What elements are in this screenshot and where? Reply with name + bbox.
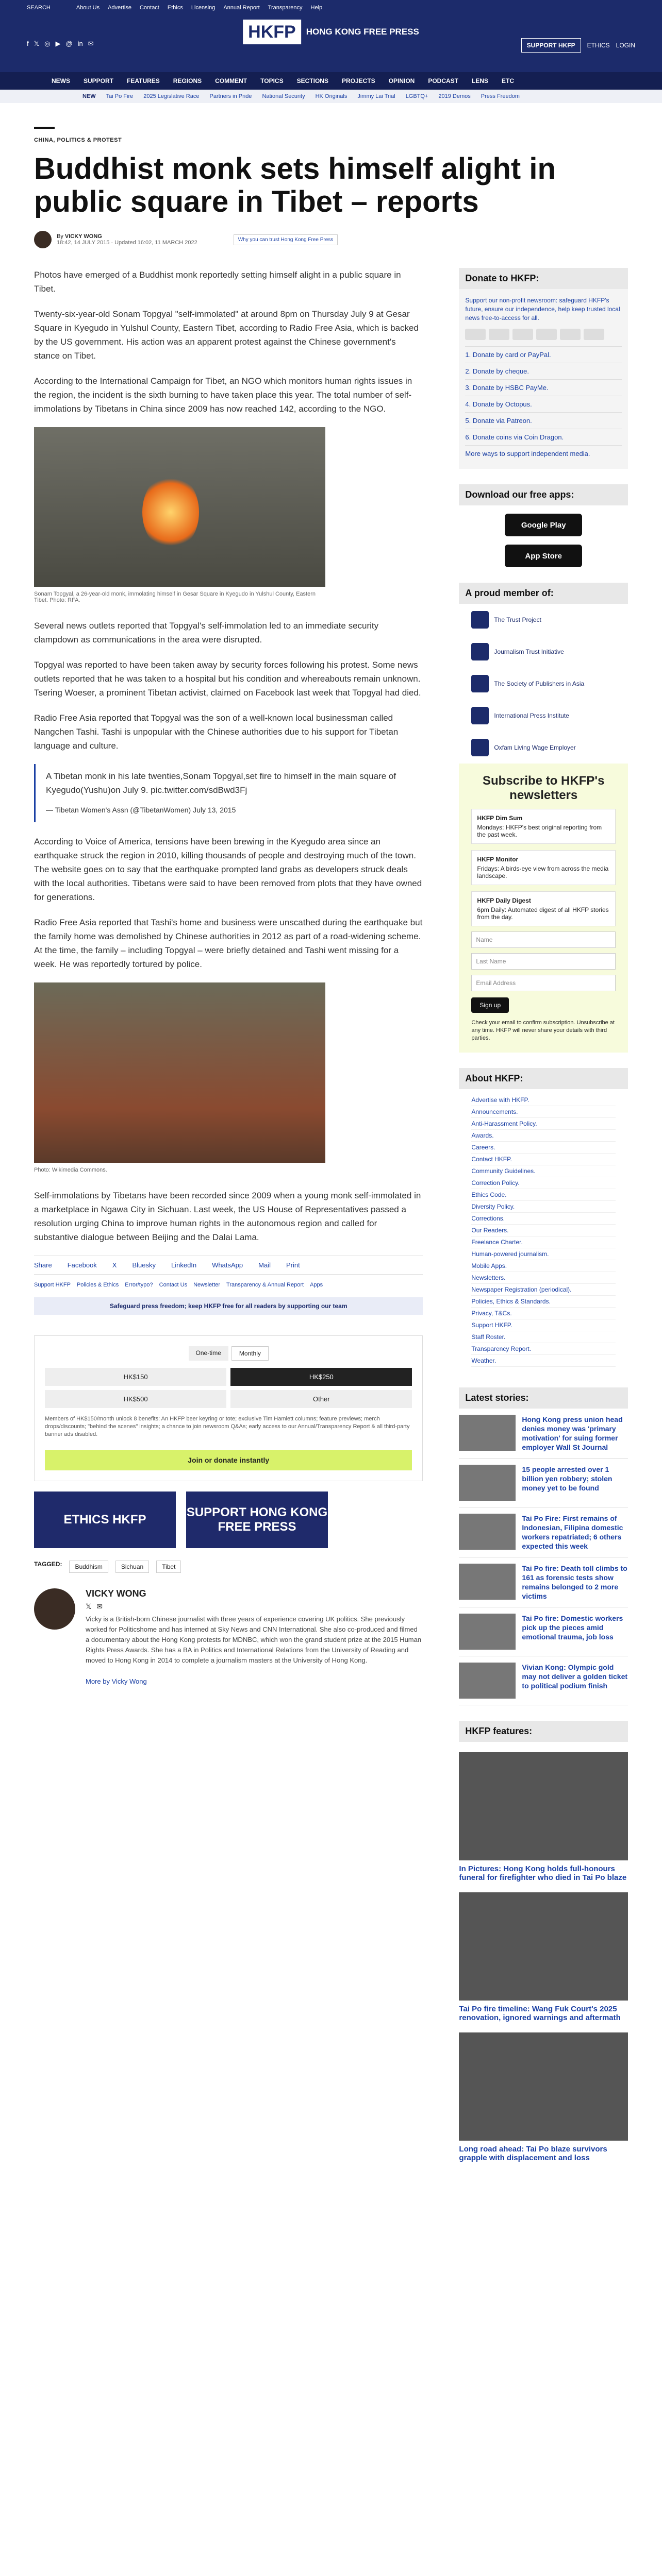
nav-item[interactable]: PODCAST (428, 77, 458, 84)
mastercard-icon (465, 329, 486, 340)
article-photo-fire (34, 427, 325, 587)
footer-links (34, 1282, 423, 1288)
author-avatar[interactable] (34, 231, 52, 248)
newsletter-title: Subscribe to HKFP's newsletters (483, 774, 605, 802)
ticker-item[interactable]: Partners in Pride (209, 93, 252, 99)
member-mark (471, 707, 489, 724)
ticker-item[interactable]: HK Originals (315, 93, 347, 99)
ticker-item[interactable]: 2019 Demos (438, 93, 471, 99)
sidebar (459, 268, 628, 2162)
trust-link[interactable]: Why you can trust Hong Kong Free Press (234, 234, 338, 245)
social-icons (27, 40, 94, 48)
member-logo[interactable] (459, 668, 628, 700)
donate-text[interactable]: Support our non-profit newsroom: safeguard HKFP's future, ensure our independence, help keep trusted local news free-to-access for all. (465, 297, 620, 321)
article-photo-monks (34, 982, 325, 1163)
donate-method[interactable]: 2. Donate by cheque. (465, 363, 622, 379)
article-kicker[interactable]: CHINA, POLITICS & PROTEST (34, 137, 122, 143)
about-heading: About HKFP: (459, 1068, 628, 1089)
facebook-icon[interactable]: f (27, 40, 29, 47)
member-mark (471, 643, 489, 660)
latest-story[interactable] (459, 1557, 628, 1607)
member-logo[interactable] (459, 732, 628, 764)
nav-item[interactable]: SUPPORT (84, 77, 114, 84)
linkedin-icon[interactable]: in (77, 40, 83, 47)
donation-widget (34, 1335, 423, 1481)
story-title: Hong Kong press union head denies money was 'primary motivation' for suing former employer Wall St Journal (522, 1415, 623, 1451)
paragraph: Several news outlets reported that Topgyal's self-immolation led to an immediate security clampdown as communications in the area were disrupted. (34, 621, 379, 645)
paragraph: Photos have emerged of a Buddhist monk reportedly setting himself alight in a public square in Tibet. (34, 270, 401, 294)
latest-story[interactable] (459, 1656, 628, 1705)
latest-story[interactable] (459, 1507, 628, 1557)
nav-item[interactable]: NEWS (52, 77, 70, 84)
about-list (459, 1089, 628, 1372)
about-link[interactable]: Corrections. (471, 1213, 616, 1225)
paragraph: Radio Free Asia reported that Tashi's home and business were unscathed during the earthquake but the family home was demolished by Chinese authorities in 2012 as part of a road-widening scheme. At the time, the family – including Topgyal – were briefly detained and Tashi went missing for a week. He was reportedly tortured by police. (34, 918, 423, 969)
about-link[interactable]: Staff Roster. (471, 1331, 616, 1343)
ticker-item[interactable]: LGBTQ+ (405, 93, 428, 99)
member-logo[interactable] (459, 604, 628, 636)
tier-option[interactable]: HK$500 (45, 1390, 226, 1408)
instagram-icon[interactable]: ◎ (44, 40, 51, 47)
dateline: 18:42, 14 JULY 2015 · Updated 16:02, 11 MARCH 2022 (57, 240, 197, 246)
story-title: Tai Po Fire: First remains of Indonesian, Filipina domestic workers repatriated; 6 others expected this week (522, 1514, 623, 1550)
bio-text: Vicky is a British-born Chinese journalist with three years of experience covering UK politics. She previously worked for Politicshome and has interned at Sky News and CNN International. She also co-produced and filmed a documentary about the Hong Kong protests for MDNBC, which won the grand student prize at the 2015 Human Rights Press Awards. She has a BA in Politics and International Relations from the University of Reading and moved to Hong Kong in 2014 to complete a journalism masters at the University of Hong Kong. (86, 1615, 422, 1664)
feature-story[interactable] (459, 2032, 628, 2162)
about-link[interactable]: Privacy, T&Cs. (471, 1308, 616, 1319)
search-link[interactable]: SEARCH (27, 5, 51, 11)
top-utility-bar (0, 0, 662, 15)
about-link[interactable]: Anti-Harassment Policy. (471, 1118, 616, 1130)
about-link[interactable]: Support HKFP. (471, 1319, 616, 1331)
member-name: International Press Institute (494, 712, 569, 719)
utility-link[interactable]: Transparency (268, 5, 303, 11)
donate-tabs (45, 1346, 412, 1361)
amex-icon (512, 329, 533, 340)
story-thumbnail (459, 1663, 516, 1699)
paragraph: According to the International Campaign for Tibet, an NGO which monitors human rights issues in the region, the incident is the sixth burning to have taken place this year. The total number of self-immolations by Tibetans in China since 2009 has now reached 142, according to the NGO. (34, 376, 412, 414)
member-logo[interactable] (459, 700, 628, 732)
newsletter-desc: Fridays: A birds-eye view from across the media landscape. (477, 865, 609, 879)
about-link[interactable]: Transparency Report. (471, 1343, 616, 1355)
member-name: Oxfam Living Wage Employer (494, 744, 576, 751)
bio-author-name[interactable]: VICKY WONG (86, 1588, 146, 1599)
embedded-tweet (34, 764, 423, 822)
author-name[interactable]: VICKY WONG (64, 233, 102, 240)
about-link[interactable]: Correction Policy. (471, 1177, 616, 1189)
utility-link[interactable]: Ethics (167, 5, 183, 11)
about-link[interactable]: Newspaper Registration (periodical). (471, 1284, 616, 1296)
story-title: Vivian Kong: Olympic gold may not deliver a golden ticket to political podium finish (522, 1663, 628, 1690)
main-nav (0, 72, 662, 90)
about-link[interactable]: Announcements. (471, 1106, 616, 1118)
latest-story[interactable] (459, 1459, 628, 1507)
about-link[interactable]: Human-powered journalism. (471, 1248, 616, 1260)
share-facebook[interactable]: Facebook (67, 1261, 97, 1269)
paragraph: Topgyal was reported to have been taken away by security forces following his protest. Some news outlets reported that he was taken to a hospital but his condition and whereabouts remain unknown. Tsering Woeser, a prominent Tibetan activist, claimed on Facebook last week that Topgyal had died. (34, 660, 421, 698)
support-hkfp-button[interactable]: SUPPORT HKFP (521, 38, 581, 53)
nav-item[interactable]: PROJECTS (341, 77, 375, 84)
applepay-icon (560, 329, 581, 340)
about-link[interactable]: Newsletters. (471, 1272, 616, 1284)
about-link[interactable]: Careers. (471, 1142, 616, 1154)
latest-heading: Latest stories: (459, 1387, 628, 1409)
utility-link[interactable]: Contact (139, 5, 159, 11)
member-logo[interactable] (459, 636, 628, 668)
x-icon[interactable]: 𝕏 (86, 1602, 92, 1611)
more-by-link[interactable]: More by Vicky Wong (86, 1677, 147, 1685)
feature-image (459, 1892, 628, 2001)
donate-fine-print: Members of HK$150/month unlock 8 benefits: An HKFP beer keyring or tote; exclusive Tim Hamlett columns; feature previews; merch drops/discounts; "behind the scenes" insights; a chance to join newsroom Q&As; early access to our Annual/Transparency Report & all third-party banner ads disabled. (45, 1416, 410, 1437)
header-actions (521, 38, 635, 53)
donation-tiers (45, 1368, 412, 1408)
share-mail[interactable]: Mail (258, 1261, 271, 1269)
utility-link[interactable]: About Us (76, 5, 100, 11)
member-name: Journalism Trust Initiative (494, 648, 564, 655)
donate-method[interactable]: 1. Donate by card or PayPal. (465, 346, 622, 363)
tag[interactable]: Buddhism (69, 1561, 108, 1573)
tweet-text: A Tibetan monk in his late twenties,Sonam Topgyal,set fire to himself in the main square of Kyegudo(Yushu)on July 9. pic.twitter.com/sdBwd3Fj (46, 771, 396, 795)
payment-icons (465, 329, 622, 340)
about-link[interactable]: Weather. (471, 1355, 616, 1367)
story-thumbnail (459, 1465, 516, 1501)
story-title: Tai Po fire: Domestic workers pick up the pieces amid emotional trauma, job loss (522, 1614, 623, 1641)
feature-title: In Pictures: Hong Kong holds full-honours funeral for firefighter who died in Tai Po blaze (459, 1865, 627, 1882)
article-body (34, 268, 423, 2162)
newsletter-name: HKFP Monitor (477, 856, 519, 863)
feature-title: Long road ahead: Tai Po blaze survivors grapple with displacement and loss (459, 2145, 607, 2162)
nav-item[interactable]: LENS (471, 77, 488, 84)
newsletter-option[interactable] (471, 891, 616, 926)
share-bluesky[interactable]: Bluesky (132, 1261, 156, 1269)
footer-link[interactable]: Newsletter (193, 1282, 221, 1288)
share-bar (34, 1256, 423, 1275)
photo-caption: Photo: Wikimedia Commons. (34, 1167, 107, 1173)
ticker-new-label: NEW (82, 93, 96, 99)
newsletter-option[interactable] (471, 809, 616, 844)
about-link[interactable]: Freelance Charter. (471, 1236, 616, 1248)
tags-label: TAGGED: (34, 1561, 62, 1568)
email-icon[interactable]: ✉ (96, 1602, 103, 1611)
utility-links (76, 5, 322, 11)
support-banner[interactable]: SUPPORT HONG KONG FREE PRESS (186, 1492, 328, 1548)
photo-caption: Sonam Topgyal, a 26-year-old monk, immolating himself in Gesar Square in Kyegudo in Yulshul County, Eastern Tibet. Photo: RFA. (34, 591, 316, 603)
author-bio (34, 1588, 423, 1685)
donate-heading: Donate to HKFP: (459, 268, 628, 289)
tab-monthly[interactable]: Monthly (231, 1346, 269, 1361)
nav-item[interactable]: ETC (502, 77, 514, 84)
member-heading: A proud member of: (459, 583, 628, 604)
feature-image (459, 2032, 628, 2141)
apps-heading: Download our free apps: (459, 484, 628, 505)
share-whatsapp[interactable]: WhatsApp (212, 1261, 243, 1269)
nav-item[interactable]: SECTIONS (296, 77, 328, 84)
about-link[interactable]: Ethics Code. (471, 1189, 616, 1201)
threads-icon[interactable]: @ (65, 40, 73, 47)
ethics-banner[interactable]: ETHICS HKFP (34, 1492, 176, 1548)
byline (34, 231, 628, 248)
story-thumbnail (459, 1564, 516, 1600)
footer-link[interactable]: Error/typo? (125, 1282, 153, 1288)
member-mark (471, 611, 489, 629)
newsletter-name: HKFP Dim Sum (477, 815, 523, 822)
story-thumbnail (459, 1514, 516, 1550)
support-strip[interactable]: Safeguard press freedom; keep HKFP free for all readers by supporting our team (34, 1297, 423, 1315)
ticker-item[interactable]: National Security (262, 93, 305, 99)
join-button[interactable]: Join or donate instantly (45, 1450, 412, 1470)
site-header (0, 15, 662, 72)
paragraph: Self-immolations by Tibetans have been recorded since 2009 when a young monk self-immolated in a marketplace in Ngawa City in Sichuan. Last week, the US House of Representatives passed a resolution urging China to improve human rights in the autonomous region and called for substantive dialogue between Beijing and the Dalai Lama. (34, 1191, 421, 1242)
flame-shape (142, 473, 199, 551)
share-label: Share (34, 1261, 52, 1269)
tab-one-time[interactable]: One-time (189, 1346, 228, 1361)
google-play-badge[interactable]: Google Play (505, 514, 582, 536)
more-ways-link[interactable]: More ways to support independent media. (465, 445, 622, 462)
newsletter-box (459, 764, 628, 1053)
story-thumbnail (459, 1614, 516, 1650)
donate-method[interactable]: 4. Donate by Octopus. (465, 396, 622, 412)
newsletter-note: Check your email to confirm subscription. Unsubscribe at any time. HKFP will never share your details with third parties. (471, 1020, 615, 1041)
tag-list (34, 1561, 423, 1573)
utility-link[interactable]: Help (310, 5, 323, 11)
logo-text: HONG KONG FREE PRESS (306, 27, 419, 37)
latest-story[interactable] (459, 1607, 628, 1656)
login-link[interactable]: LOGIN (616, 42, 635, 49)
author-bio-avatar[interactable] (34, 1588, 75, 1630)
by-label: By (57, 233, 63, 240)
nav-item[interactable]: FEATURES (127, 77, 160, 84)
about-link[interactable]: Diversity Policy. (471, 1201, 616, 1213)
share-print[interactable]: Print (286, 1261, 300, 1269)
latest-story[interactable] (459, 1409, 628, 1459)
feature-image (459, 1752, 628, 1860)
utility-link[interactable]: Advertise (108, 5, 131, 11)
donate-method[interactable]: 6. Donate coins via Coin Dragon. (465, 429, 622, 445)
visa-icon (489, 329, 509, 340)
email-field[interactable]: Email Address (471, 975, 616, 991)
donate-box (459, 289, 628, 469)
newsletter-desc: Mondays: HKFP's best original reporting from the past week. (477, 824, 602, 838)
promo-banners (34, 1492, 423, 1548)
ticker-item[interactable]: Press Freedom (481, 93, 520, 99)
share-x[interactable]: X (112, 1261, 117, 1269)
footer-link[interactable]: Policies & Ethics (76, 1282, 119, 1288)
newsletter-desc: 6pm Daily: Automated digest of all HKFP stories from the day. (477, 906, 609, 921)
member-mark (471, 739, 489, 756)
tier-option[interactable]: Other (230, 1390, 412, 1408)
footer-link[interactable]: Apps (310, 1282, 323, 1288)
tier-option[interactable]: HK$150 (45, 1368, 226, 1386)
about-link[interactable]: Community Guidelines. (471, 1165, 616, 1177)
nav-item[interactable]: OPINION (388, 77, 415, 84)
kicker-rule (34, 127, 55, 129)
member-name: The Society of Publishers in Asia (494, 680, 585, 687)
share-linkedin[interactable]: LinkedIn (171, 1261, 197, 1269)
about-link[interactable]: Our Readers. (471, 1225, 616, 1236)
ethics-link[interactable]: ETHICS (587, 42, 610, 49)
about-link[interactable]: Contact HKFP. (471, 1154, 616, 1165)
nav-item[interactable]: REGIONS (173, 77, 202, 84)
features-heading: HKFP features: (459, 1721, 628, 1742)
donate-method[interactable]: 3. Donate by HSBC PayMe. (465, 379, 622, 396)
x-icon[interactable]: 𝕏 (34, 40, 40, 47)
paragraph: Radio Free Asia reported that Topgyal was the son of a well-known local businessman called Nangchen Tashi. Tashi is unpopular with the Chinese authorities due to his support for Tibetan language and culture. (34, 713, 399, 751)
tag[interactable]: Sichuan (115, 1561, 149, 1573)
feature-story[interactable] (459, 1752, 628, 1882)
utility-link[interactable]: Annual Report (223, 5, 260, 11)
name-field[interactable]: Name (471, 931, 616, 948)
ticker-item[interactable]: Jimmy Lai Trial (357, 93, 395, 99)
paypal-icon (536, 329, 557, 340)
newsletter-name: HKFP Daily Digest (477, 897, 531, 904)
signup-button[interactable]: Sign up (471, 997, 509, 1013)
feature-title: Tai Po fire timeline: Wang Fuk Court's 2025 renovation, ignored warnings and aftermath (459, 2005, 621, 2022)
footer-link[interactable]: Transparency & Annual Report (226, 1282, 304, 1288)
paragraph: Twenty-six-year-old Sonam Topgyal "self-immolated" at around 8pm on Thursday July 9 at Gesar Square in Kyegudo in Yulshul County, Eastern Tibet, according to Radio Free Asia, which is backed by the US government. His action was an apparent protest against the Chinese government's stance on Tibet. (34, 309, 419, 361)
article-title: Buddhist monk sets himself alight in public square in Tibet – reports (34, 152, 556, 218)
author-social (86, 1602, 423, 1611)
newsletter-option[interactable] (471, 850, 616, 885)
tweet-source[interactable]: — Tibetan Women's Assn (@TibetanWomen) July 13, 2015 (46, 806, 236, 814)
last-name-field[interactable]: Last Name (471, 953, 616, 970)
app-store-badge[interactable]: App Store (505, 545, 582, 567)
story-title: 15 people arrested over 1 billion yen robbery; stolen money yet to be found (522, 1465, 613, 1492)
utility-link[interactable]: Licensing (191, 5, 216, 11)
topic-ticker (0, 90, 662, 103)
ticker-item[interactable]: 2025 Legislative Race (143, 93, 200, 99)
footer-link[interactable]: Contact Us (159, 1282, 188, 1288)
main-content (0, 127, 662, 2162)
about-link[interactable]: Mobile Apps. (471, 1260, 616, 1272)
ticker-item[interactable]: Tai Po Fire (106, 93, 134, 99)
logo-mark: HKFP (243, 20, 301, 44)
feature-story[interactable] (459, 1892, 628, 2022)
about-link[interactable]: Awards. (471, 1130, 616, 1142)
footer-link[interactable]: Support HKFP (34, 1282, 71, 1288)
nav-item[interactable]: COMMENT (215, 77, 247, 84)
email-icon[interactable]: ✉ (88, 40, 94, 47)
donate-methods (465, 346, 622, 462)
tier-option-selected[interactable]: HK$250 (230, 1368, 412, 1386)
story-thumbnail (459, 1415, 516, 1451)
site-logo[interactable] (243, 20, 419, 44)
member-mark (471, 675, 489, 692)
about-link[interactable]: Policies, Ethics & Standards. (471, 1296, 616, 1308)
gpay-icon (584, 329, 604, 340)
paragraph: According to Voice of America, tensions have been brewing in the Kyegudo area since an earthquake struck the region in 2010, killing thousands of people and destroying much of the town. The website goes on to say that the earthquake prompted land grabs as developers struck deals with the local authorities. Tibetans were said to have been removed from plots that they have owned for generations. (34, 837, 422, 902)
donate-method[interactable]: 5. Donate via Patreon. (465, 412, 622, 429)
about-link[interactable]: Advertise with HKFP. (471, 1094, 616, 1106)
story-title: Tai Po fire: Death toll climbs to 161 as forensic tests show remains belonged to 2 more victims (522, 1564, 627, 1600)
tag[interactable]: Tibet (156, 1561, 181, 1573)
youtube-icon[interactable]: ▶ (55, 40, 61, 47)
member-name: The Trust Project (494, 616, 541, 623)
nav-item[interactable]: TOPICS (260, 77, 284, 84)
